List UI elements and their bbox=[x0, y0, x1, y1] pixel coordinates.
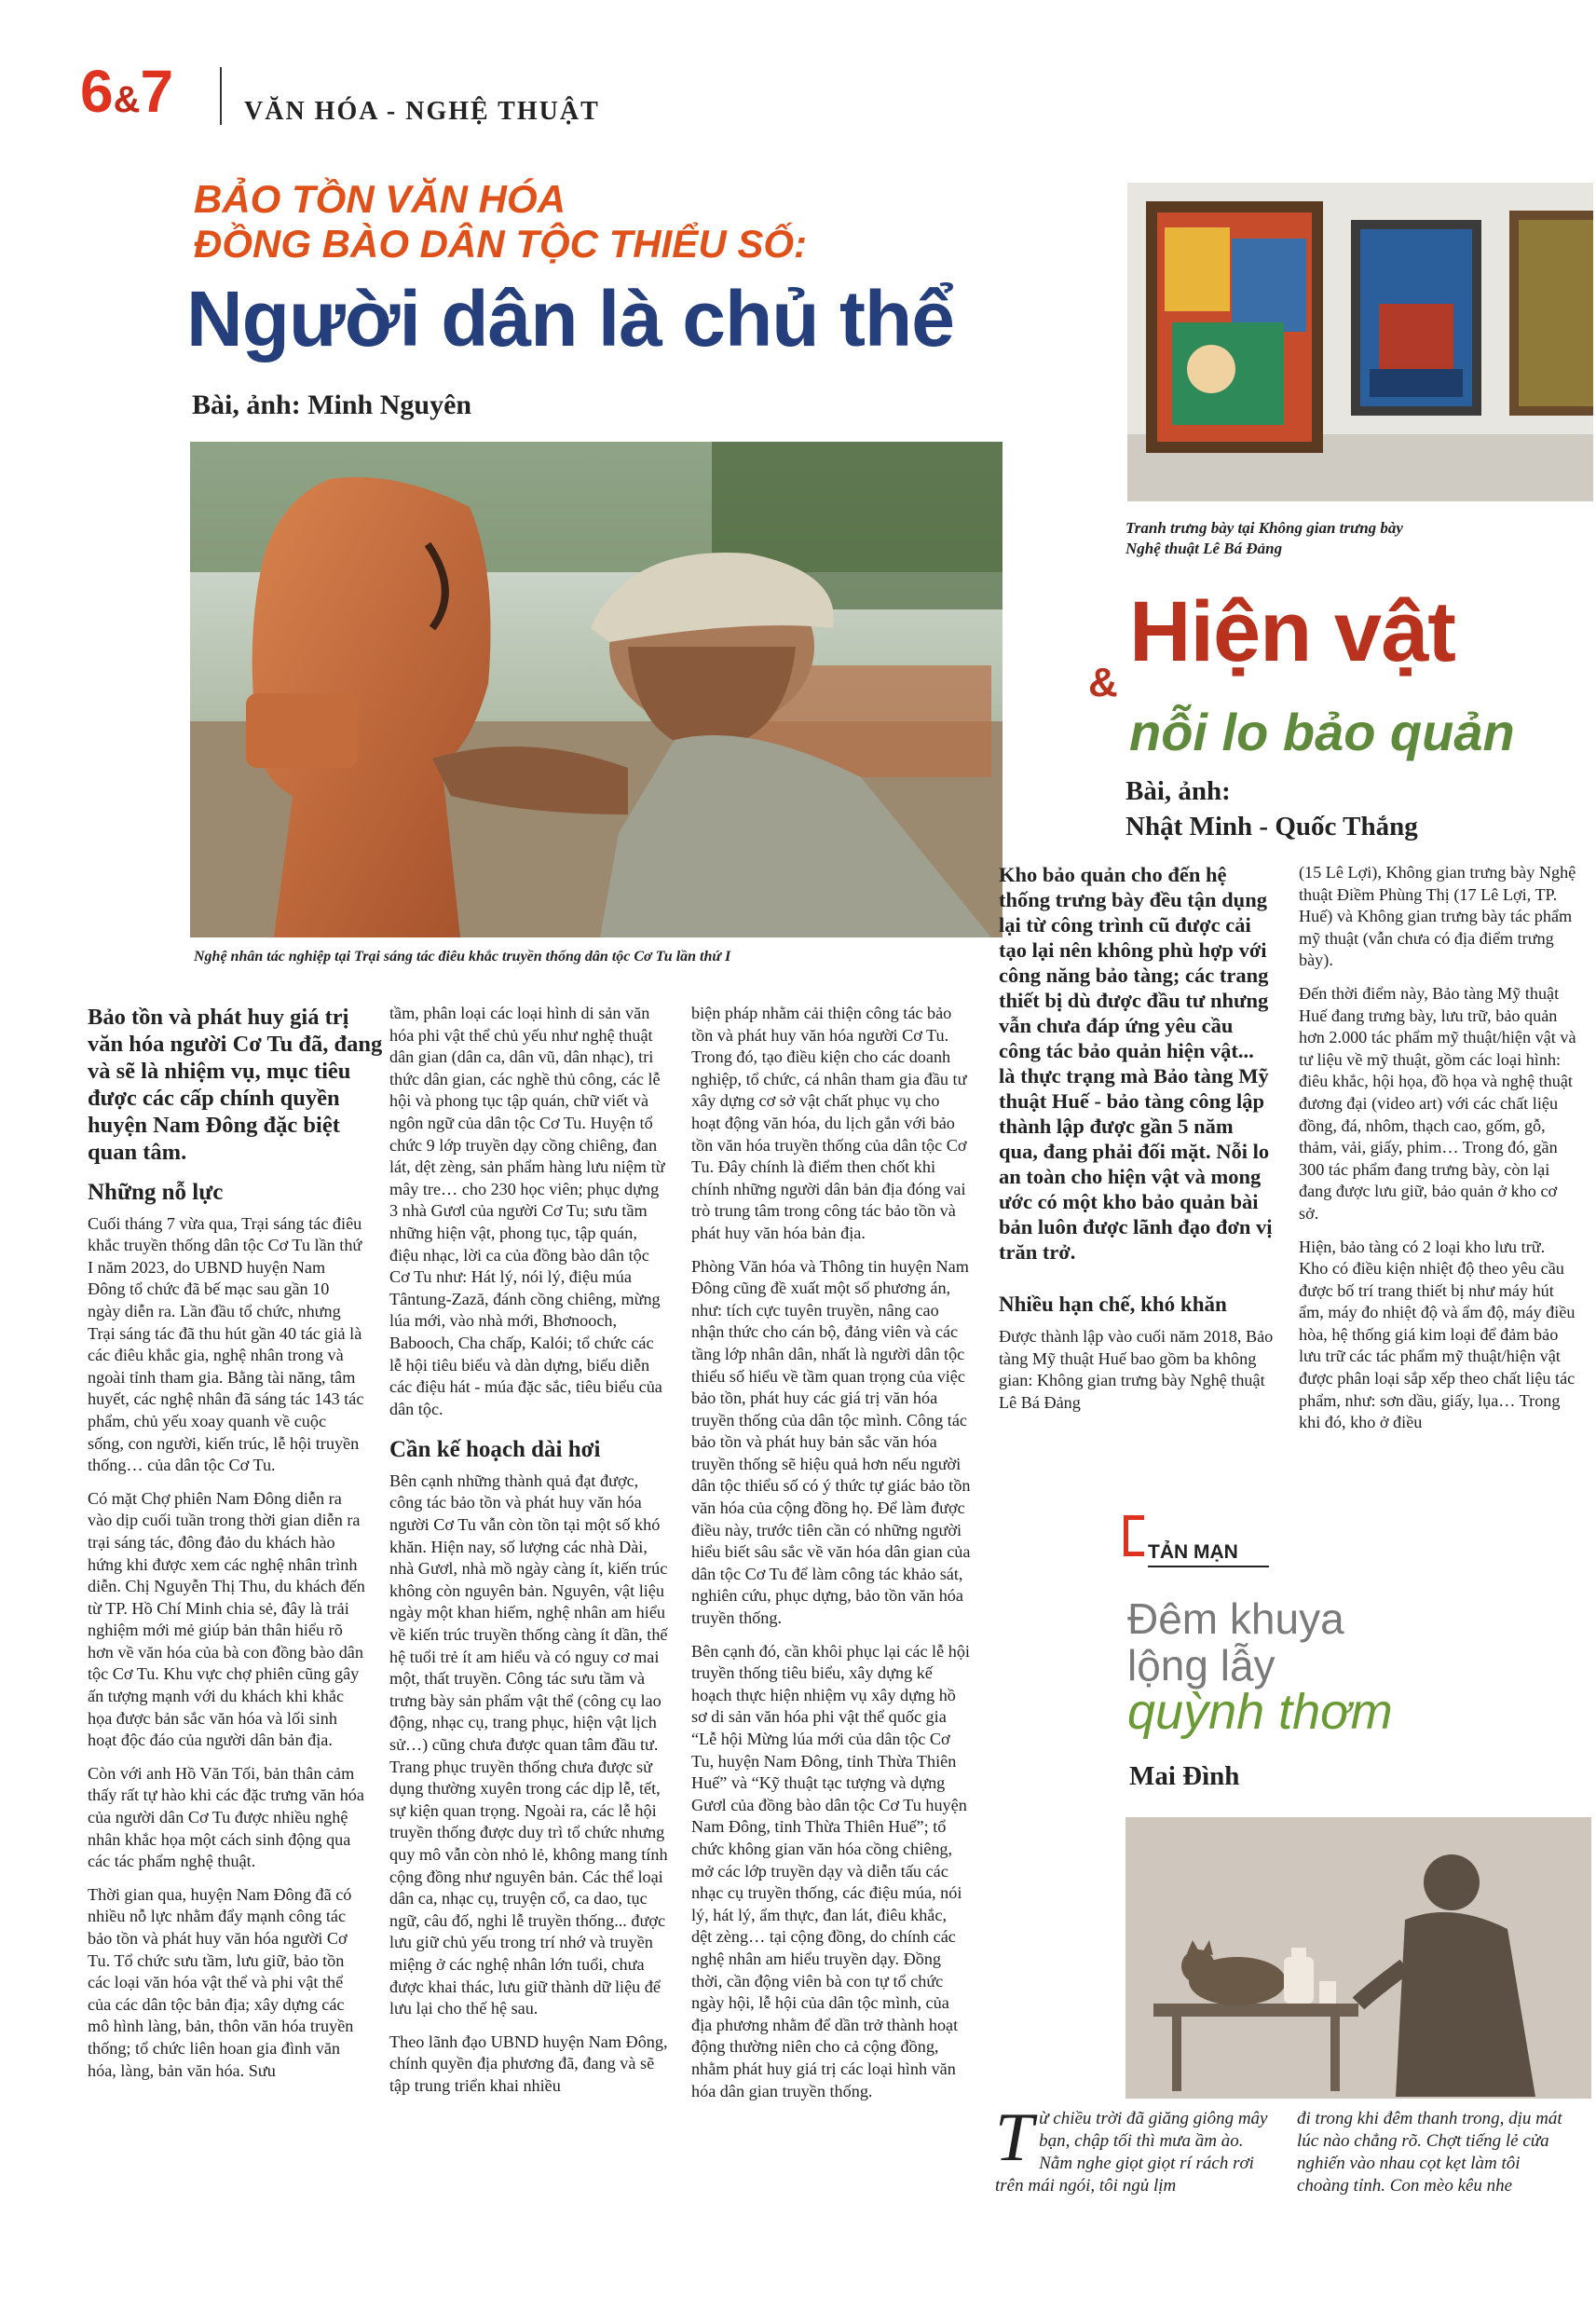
tan-man-rule bbox=[1148, 1566, 1269, 1567]
section-name: VĂN HÓA - NGHỆ THUẬT bbox=[244, 97, 600, 126]
article1-lead: Bảo tồn và phát huy giá trị văn hóa người Cơ Tu đã, đang và sẽ là nhiệm vụ, mục tiêu được các cấp chính quyền huyện Nam Đông đặc biệt quan tâm. bbox=[88, 1005, 383, 1165]
article3-column2: đi trong khi đêm thanh trong, dịu mát lúc nào chẳng rõ. Chợt tiếng lẻ cửa nghiến vào nhau cọt kẹt làm tôi choàng tỉnh. Con mèo kêu nhe bbox=[1297, 2109, 1562, 2196]
paragraph: biện pháp nhằm cải thiện công tác bảo tồn và phát huy văn hóa người Cơ Tu. Trong đó, tạo điều kiện cho các doanh nghiệp, tổ chức, cá nhân tham gia đầu tư xây dựng cơ sở vật chất phục vụ cho hoạt động văn hóa, du lịch gắn với bảo tồn văn hóa truyền thống của dân tộc Cơ Tu. Đây chính là điểm then chốt khi chính những người dân bản địa đóng vai trò trung tâm trong công tác bảo tồn và phát huy văn hóa bản địa. bbox=[691, 1004, 967, 1242]
title-line3: quỳnh thơm bbox=[1127, 1684, 1393, 1740]
paragraph: Phòng Văn hóa và Thông tin huyện Nam Đông cũng đề xuất một số phương án, như: tích cực tuyên truyền, nâng cao nhận thức cho cán bộ, đảng viên và các tầng lớp nhân dân, nhất là người dân tộc thiểu số hiểu về tầm quan trọng của việc bảo tồn, phát huy các giá trị văn hóa truyền thống của dân tộc mình. Công tác bảo tồn và phát huy bản sắc văn hóa truyền thống sẽ hiệu quả hơn nếu người dân tộc thiểu số có ý thức tự giác bảo tồn văn hóa của cộng đồng họ. Để làm được điều này, trước tiên cần có những người hiểu biết sâu sắc về văn hóa dân gian của dân tộc Cơ Tu để làm công tác khảo sát, nghiên cứu, phục dựng, bảo tồn văn hóa truyền thống. bbox=[691, 1256, 971, 1628]
article1-headline: Người dân là chủ thể bbox=[186, 275, 954, 363]
tan-man-label: TẢN MẠN bbox=[1148, 1541, 1238, 1563]
article2-column1 bbox=[999, 862, 1275, 1425]
paragraph: Có mặt Chợ phiên Nam Đông diễn ra vào dịp cuối tuần trong thời gian diễn ra trại sáng tác, đông đảo du khách hào hứng khi được xem các nghệ nhân trình diễn. Chị Nguyễn Thị Thu, du khách đến từ TP. Hồ Chí Minh chia sẻ, đây là trải nghiệm mới mẻ giúp bản thân hiểu rõ hơn về văn hóa của bà con đồng bào dân tộc Cơ Tu. Khu vực chợ phiên cũng gây ấn tượng mạnh với du khách khi khắc họa được bản sắc văn hóa và lối sinh hoạt độc đáo của người dân bản địa. bbox=[88, 1488, 365, 1750]
paragraph: ừ chiều trời đã giăng giông mây bạn, chập tối thì mưa ầm ào. Nằm nghe giọt giọt rí rách rơi trên mái ngói, tôi ngủ lịm bbox=[995, 2109, 1268, 2196]
article3-column1 bbox=[995, 2100, 1275, 2197]
article1-photo-caption: Nghệ nhân tác nghiệp tại Trại sáng tác điêu khắc truyền thống dân tộc Cơ Tu lần thứ I bbox=[194, 949, 731, 964]
article2-byline bbox=[1125, 773, 1418, 844]
article2-lead: Kho bảo quản cho đến hệ thống trưng bày đều tận dụng lại từ công trình cũ được cải tạo lại nên không phù hợp với công năng bảo tàng; các trang thiết bị dù được đầu tư nhưng vẫn chưa đáp ứng yêu cầu công tác bảo quản hiện vật... là thực trạng mà Bảo tàng Mỹ thuật Huế - bảo tàng công lập thành lập được gần 5 năm qua, đang phải đối mặt. Nỗi lo an toàn cho hiện vật và mong ước có một kho bảo quản bài bản luôn được lãnh đạo đơn vị trăn trở. bbox=[999, 863, 1273, 1264]
subheading-can-ke-hoach: Cần kế hoạch dài hơi bbox=[389, 1437, 601, 1463]
subheading-nhung-no-luc: Những nỗ lực bbox=[88, 1180, 224, 1205]
article2-photo-caption bbox=[1125, 518, 1403, 559]
kicker-line2: ĐỒNG BÀO DÂN TỘC THIỂU SỐ: bbox=[194, 222, 807, 266]
article1-column3 bbox=[691, 1003, 971, 2114]
subheading-nhieu-han-che: Nhiều hạn chế, khó khăn bbox=[999, 1293, 1227, 1316]
paragraph: Thời gian qua, huyện Nam Đông đã có nhiều nỗ lực nhằm đẩy mạnh công tác bảo tồn và phát huy văn hóa người Cơ Tu. Tổ chức sưu tầm, lưu giữ, bảo tồn các loại văn hóa vật thể và phi vật thể của các dân tộc bản địa; xây dựng các mô hình làng, bản, thôn văn hóa truyền thống; tổ chức liên hoan gia đình văn hóa, làng, bản văn hóa. Sưu bbox=[88, 1884, 354, 2080]
article1-kicker bbox=[194, 177, 807, 267]
header-divider bbox=[220, 67, 222, 125]
paragraph: Bên cạnh những thành quả đạt được, công tác bảo tồn và phát huy văn hóa người Cơ Tu vẫn còn tồn tại một số khó khăn. Hiện nay, số lượng các nhà Dài, nhà Gươl, nhà mồ ngày càng ít, kiến trúc không còn nguyên bản. Nguyên, vật liệu ngày một khan hiếm, nghệ nhân am hiểu về kiến trúc truyền thống càng ít dần, thế hệ tuổi trẻ ít am hiểu và có nguy cơ mai một, thất truyền. Công tác sưu tầm và trưng bày sản phẩm vật thể (công cụ lao động, nhạc cụ, trang phục, hiện vật lịch sử…) cũng chưa được quan tâm đầu tư. Trang phục truyền thống chưa được sử dụng thường xuyên trong các dịp lễ, tết, sự kiện quan trọng. Ngoài ra, các lễ hội truyền thống được duy trì tổ chức nhưng quy mô vẫn còn nhỏ lẻ, không mang tính cộng đồng như nguyên bản. Các thể loại dân ca, nhạc cụ, truyện cổ, ca dao, tục ngữ, câu đố, nghi lễ truyền thống... được lưu giữ chủ yếu trong trí nhớ và truyền miệng ở các nghệ nhân lớn tuổi, chưa được khai thác, lưu giữ thành dữ liệu để lưu lại cho thế hệ sau. bbox=[389, 1471, 668, 2018]
paragraph: tầm, phân loại các loại hình di sản văn hóa phi vật thể chủ yếu như nghệ thuật dân gian (dân ca, dân vũ, dân nhạc), tri thức dân gian, các nghề thủ công, các lễ hội và phong tục tập quán, chữ viết và ngôn ngữ của dân tộc Cơ Tu. Huyện tổ chức 9 lớp truyền dạy cồng chiêng, đan lát, dệt zèng, sản phẩm hàng lưu niệm từ mây tre… cho 230 học viên; phục dựng 3 nhà Gươl của người Cơ Tu; sưu tầm những hiện vật, phong tục, tập quán, điệu nhạc, lời ca của đồng bào dân tộc Cơ Tu như: Hát lý, nói lý, điệu múa Tântung-Zază, đánh cồng chiêng, mừng lúa mới, vào nhà mới, Bhơnooch, Babooch, Cha chấp, Kalói; tổ chức các lễ hội tiêu biểu và dàn dựng, biểu diễn các điệu hát - múa đặc sắc, tiêu biểu của dân tộc. bbox=[389, 1004, 665, 1418]
kicker-line1: BẢO TỒN VĂN HÓA bbox=[194, 177, 566, 221]
byline-line1: Bài, ảnh: bbox=[1125, 776, 1231, 806]
caption-line1: Tranh trưng bày tại Không gian trưng bày bbox=[1125, 519, 1403, 537]
paragraph: Được thành lập vào cuối năm 2018, Bảo tàng Mỹ thuật Huế bao gồm ba không gian: Không gian trưng bày Nghệ thuật Lê Bá Đảng bbox=[999, 1327, 1274, 1412]
paragraph: Hiện, bảo tàng có 2 loại kho lưu trữ. Kho có điều kiện nhiệt độ theo yêu cầu được bố trí trang thiết bị như máy hút ẩm, máy đo nhiệt độ và ẩm độ, máy điều hòa, hệ thống giá kim loại để đảm bảo lưu trữ các tác phẩm mỹ thuật/hiện vật được phân loại sắp xếp theo chất liệu tác phẩm, như: sơn dầu, giấy, lụa… Trong khi đó, kho ở điều bbox=[1299, 1237, 1576, 1432]
article3-title bbox=[1127, 1594, 1393, 1740]
article2-ampersand: & bbox=[1088, 660, 1118, 705]
paragraph: Cuối tháng 7 vừa qua, Trại sáng tác điêu khắc truyền thống dân tộc Cơ Tu lần thứ I năm 2023, do UBND huyện Nam Đông tổ chức đã bế mạc sau gần 10 ngày diễn ra. Lần đầu tổ chức, nhưng Trại sáng tác đã thu hút gần 40 tác giả là các điêu khắc gia, nghệ nhân trong và ngoài tỉnh tham gia. Bằng tài năng, tâm huyết, các nghệ nhân đã sáng tác 143 tác phẩm, chủ yếu xoay quanh về cuộc sống, con người, kiến trúc, lễ hội truyền thống… của dân tộc Cơ Tu. bbox=[88, 1213, 364, 1475]
article2-subtitle: nỗi lo bảo quản bbox=[1129, 703, 1515, 761]
cat-illustration bbox=[1125, 1817, 1591, 2099]
page-number: 6&7 bbox=[80, 58, 174, 125]
tan-man-bracket bbox=[1124, 1515, 1144, 1556]
drop-cap: T bbox=[995, 2100, 1034, 2176]
article2-title: Hiện vật bbox=[1129, 584, 1455, 679]
paragraph: Bên cạnh đó, cần khôi phục lại các lễ hội truyền thống tiêu biểu, xây dựng kế hoạch thực hiện nhiệm vụ xây dựng hồ sơ di sản văn hóa phi vật thể quốc gia “Lễ hội Mừng lúa mới của dân tộc Cơ Tu, huyện Nam Đông, tỉnh Thừa Thiên Huế” và “Kỹ thuật tạc tượng và dựng Gươl của đồng bào dân tộc Cơ Tu huyện Nam Đông, tỉnh Thừa Thiên Huế”; tổ chức không gian văn hóa cồng chiêng, mở các lớp truyền dạy và diễn tấu các nhạc cụ truyền thống, các điệu múa, nói lý, hát lý, ẩm thực, đan lát, điêu khắc, dệt zèng… tại cộng đồng, do chính các nghệ nhân am hiểu truyền dạy. Đồng thời, cần động viên bà con tự tổ chức ngày hội, lễ hội của dân tộc mình, của địa phương nhằm để dần trở thành hoạt động thường niên cho cả cộng đồng, nhằm phát huy giá trị các loại hình văn hóa dân gian truyền thống. bbox=[691, 1641, 970, 2100]
gallery-paintings-photo bbox=[1127, 183, 1593, 501]
byline-line2: Nhật Minh - Quốc Thắng bbox=[1125, 812, 1418, 841]
paragraph: (15 Lê Lợi), Không gian trưng bày Nghệ thuật Điềm Phùng Thị (17 Lê Lợi, TP. Huế) và Không gian trưng bày tác phẩm mỹ thuật (vẫn chưa có địa điểm trưng bày). bbox=[1299, 863, 1576, 970]
paragraph: Theo lãnh đạo UBND huyện Nam Đông, chính quyền địa phương đã, đang và sẽ tập trung triển khai nhiều bbox=[389, 2032, 668, 2095]
paragraph: Còn với anh Hồ Văn Tối, bản thân cảm thấy rất tự hào khi các đặc trưng văn hóa của người dân Cơ Tu được nhiều nghệ nhân khắc họa một cách sinh động qua các tác phẩm nghệ thuật. bbox=[88, 1763, 364, 1871]
article1-column1 bbox=[88, 1182, 365, 2093]
title-line2: lộng lẫy bbox=[1127, 1641, 1275, 1690]
caption-line2: Nghệ thuật Lê Bá Đảng bbox=[1125, 540, 1283, 557]
article1-byline: Bài, ảnh: Minh Nguyên bbox=[192, 390, 472, 420]
woodcarver-photo bbox=[190, 442, 1003, 937]
title-line1: Đêm khuya bbox=[1127, 1594, 1344, 1643]
article2-column2 bbox=[1299, 862, 1578, 1445]
article3-byline: Mai Đình bbox=[1129, 1761, 1240, 1791]
paragraph: Đến thời điểm này, Bảo tàng Mỹ thuật Huế đang trưng bày, lưu trữ, bảo quản hơn 2.000 tác phẩm mỹ thuật/hiện vật và tư liệu về mỹ thuật, gồm các loại hình: điêu khắc, hội họa, đồ họa và nghệ thuật đương đại (video art) với các chất liệu đồng, đá, nhôm, thạch cao, gốm, gỗ, thảm, vải, giấy, phim… Trong đó, gần 300 tác phẩm đang trưng bày, còn lại đang được lưu giữ, bảo quản ở kho cơ sở. bbox=[1299, 983, 1576, 1223]
article1-column2 bbox=[389, 1003, 669, 2109]
